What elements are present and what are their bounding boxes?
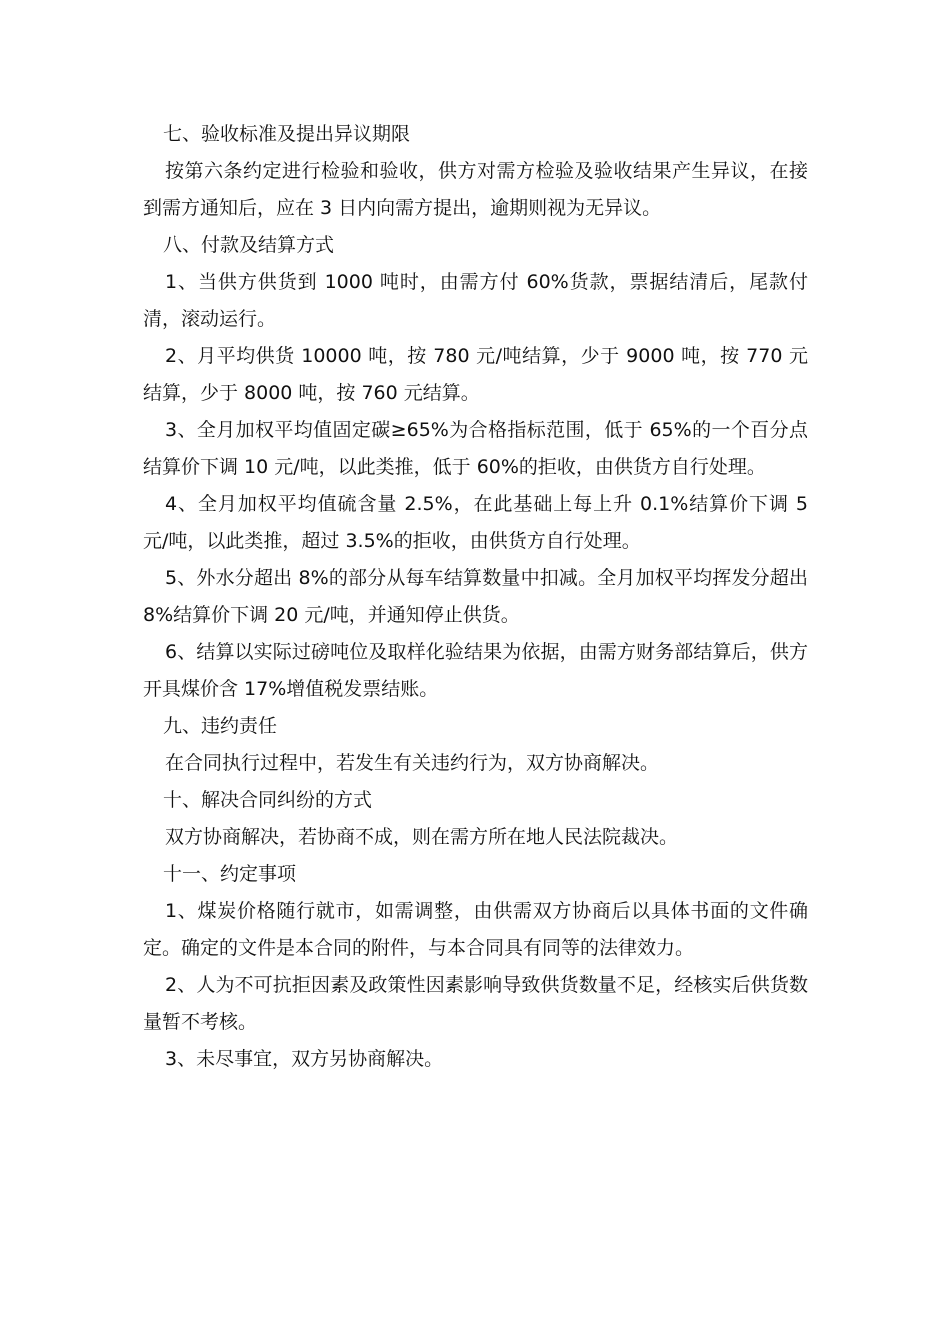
section-8-item-3: 3、全月加权平均值固定碳≥65%为合格指标范围，低于 65%的一个百分点结算价下调 10 元/吨，以此类推，低于 60%的拒收，由供货方自行处理。 bbox=[143, 419, 808, 478]
section-7-body: 按第六条约定进行检验和验收，供方对需方检验及验收结果产生异议，在接到需方通知后，应在 3 日内向需方提出，逾期则视为无异议。 bbox=[143, 160, 808, 219]
section-9-body: 在合同执行过程中，若发生有关违约行为，双方协商解决。 bbox=[165, 752, 660, 774]
section-heading-11: 十一、约定事项 bbox=[163, 863, 297, 885]
section-8-item-1: 1、当供方供货到 1000 吨时，由需方付 60%货款，票据结清后，尾款付清，滚动运行。 bbox=[143, 271, 808, 330]
section-11-item-3: 3、未尽事宜，双方另协商解决。 bbox=[165, 1048, 444, 1070]
section-heading-9: 九、违约责任 bbox=[163, 715, 278, 737]
section-8-item-5: 5、外水分超出 8%的部分从每车结算数量中扣减。全月加权平均挥发分超出 8%结算价下调 20 元/吨，并通知停止供货。 bbox=[143, 567, 808, 626]
section-11-item-2: 2、人为不可抗拒因素及政策性因素影响导致供货数量不足，经核实后供货数量暂不考核。 bbox=[143, 974, 808, 1033]
section-8-item-2: 2、月平均供货 10000 吨，按 780 元/吨结算，少于 9000 吨，按 770 元结算，少于 8000 吨，按 760 元结算。 bbox=[143, 345, 808, 404]
section-heading-10: 十、解决合同纠纷的方式 bbox=[163, 789, 373, 811]
document-page bbox=[143, 116, 808, 1078]
section-11-item-1: 1、煤炭价格随行就市，如需调整，由供需双方协商后以具体书面的文件确定。确定的文件是本合同的附件，与本合同具有同等的法律效力。 bbox=[143, 900, 808, 959]
section-10-body: 双方协商解决，若协商不成，则在需方所在地人民法院裁决。 bbox=[165, 826, 679, 848]
section-heading-8: 八、付款及结算方式 bbox=[163, 234, 335, 256]
section-8-item-4: 4、全月加权平均值硫含量 2.5%，在此基础上每上升 0.1%结算价下调 5 元/吨，以此类推，超过 3.5%的拒收，由供货方自行处理。 bbox=[143, 493, 808, 552]
section-8-item-6: 6、结算以实际过磅吨位及取样化验结果为依据，由需方财务部结算后，供方开具煤价含 17%增值税发票结账。 bbox=[143, 641, 808, 700]
section-heading-7: 七、验收标准及提出异议期限 bbox=[163, 123, 411, 145]
